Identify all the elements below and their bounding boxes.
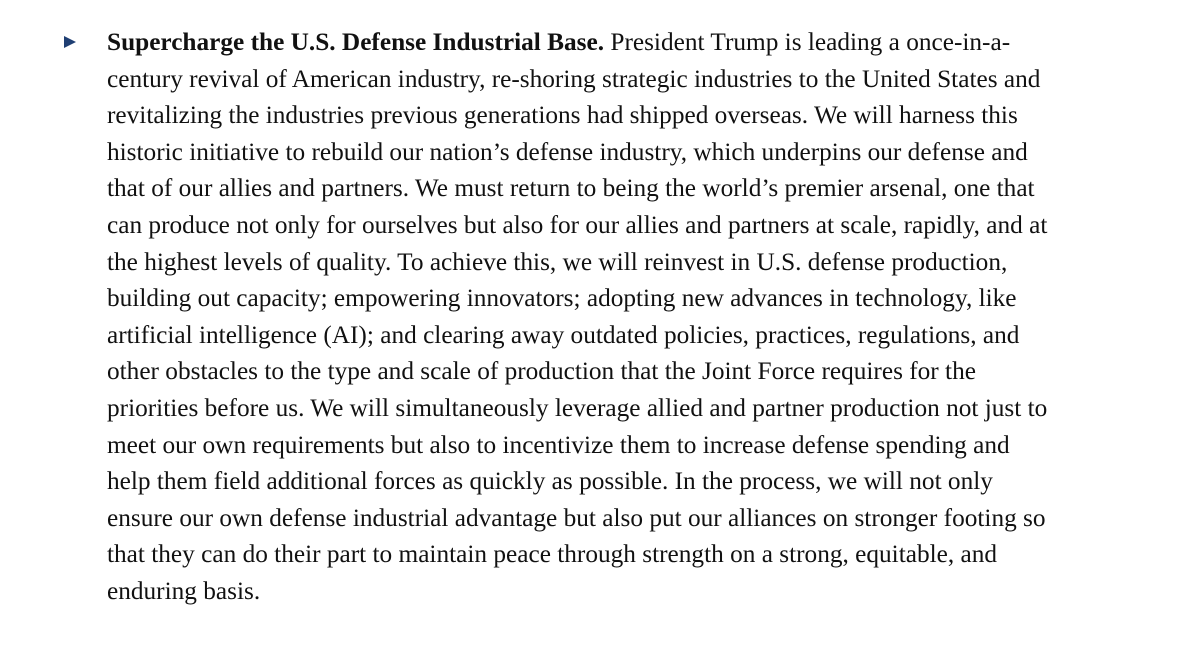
paragraph-line: revitalizing the industries previous generations had shipped overseas. We will harness this — [107, 101, 1018, 130]
line-text: President Trump is leading a once-in-a- — [604, 28, 1011, 56]
paragraph-line: ensure our own defense industrial advantage but also put our alliances on stronger footing so — [107, 503, 1046, 532]
paragraph-line — [107, 24, 1182, 61]
paragraph-line: that of our allies and partners. We must return to being the world’s premier arsenal, one that — [107, 174, 1035, 203]
paragraph-line: artificial intelligence (AI); and clearing away outdated policies, practices, regulations, and — [107, 320, 1020, 349]
triangle-right-icon — [64, 36, 76, 48]
paragraph-line: the highest levels of quality. To achieve this, we will reinvest in U.S. defense production, — [107, 247, 1008, 276]
paragraph-line: building out capacity; empowering innovators; adopting new advances in technology, like — [107, 284, 1017, 313]
paragraph-line: historic initiative to rebuild our nation’s defense industry, which underpins our defense and — [107, 137, 1028, 166]
paragraph-line: enduring basis. — [107, 576, 261, 605]
paragraph-line: century revival of American industry, re-shoring strategic industries to the United States and — [107, 64, 1041, 93]
paragraph-line: that they can do their part to maintain peace through strength on a strong, equitable, and — [107, 540, 998, 569]
paragraph-line: can produce not only for ourselves but also for our allies and partners at scale, rapidly, and at — [107, 210, 1048, 239]
bullet-paragraph — [107, 24, 1182, 610]
paragraph-line: help them field additional forces as quickly as possible. In the process, we will not only — [107, 467, 993, 496]
paragraph-line: priorities before us. We will simultaneously leverage allied and partner production not just to — [107, 393, 1048, 422]
paragraph-line: meet our own requirements but also to incentivize them to increase defense spending and — [107, 430, 1010, 459]
bullet-heading: Supercharge the U.S. Defense Industrial Base. — [107, 28, 605, 56]
paragraph-line: other obstacles to the type and scale of production that the Joint Force requires for the — [107, 357, 976, 386]
